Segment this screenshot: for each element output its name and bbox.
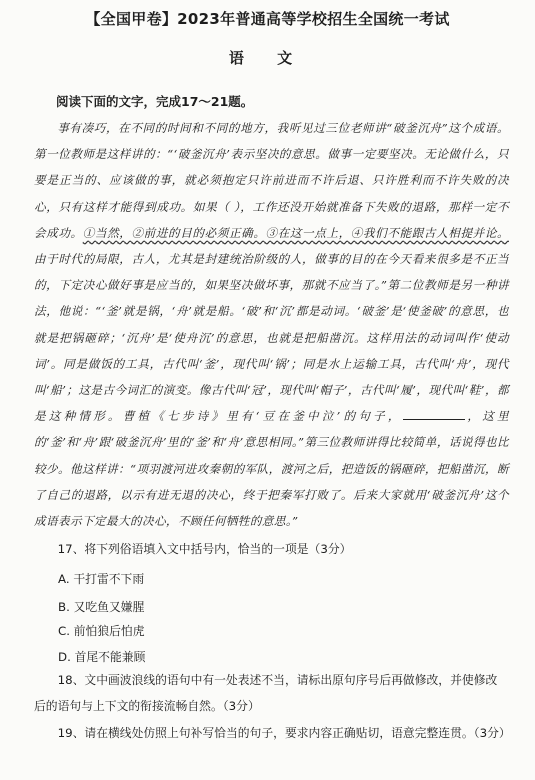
passage-segment-3: ，这里的‘釜’和‘舟’跟‘破釜沉舟’里的‘釜’和‘舟’意思相同。”第三位教师讲得比较简单，话说得也比较少。他这样讲：“项羽渡河进攻秦朝的军队，渡河之后，把造饭的锅砸碎，把船凿沉，断了自己的退路，以示有进无退的决心，终于把秦军打败了。后来大家就用‘破釜沉舟’这个成语表示下定最大的决心，不顾任何牺牲的意思。” bbox=[34, 409, 509, 529]
q17-option-a: A. 干打雷不下雨 bbox=[58, 572, 145, 586]
question-18: 18、文中画波浪线的语句中有一处表述不当，请标出原句序号后再做修改，并使修改后的语句与上下文的衔接流畅自然。（3分） bbox=[34, 673, 498, 713]
question-17: 17、将下列俗语填入文中括号内，恰当的一项是（3分） bbox=[57, 542, 352, 556]
q17-option-d: D. 首尾不能兼顾 bbox=[58, 650, 146, 664]
reading-instruction: 阅读下面的文字，完成17～21题。 bbox=[56, 94, 254, 109]
reading-passage bbox=[34, 115, 509, 534]
passage-paragraph bbox=[34, 115, 509, 534]
subject-heading: 语 文 bbox=[228, 49, 307, 67]
fill-in-blank bbox=[403, 407, 465, 420]
passage-segment-2: 由于时代的局限，古人，尤其是封建统治阶级的人，做事的目的在今天看来很多是不正当的，下定决心做好事是应当的，如果坚决做坏事，那就不应当了。”第二位教师是另一种讲法，他说：“‘釜’就是锅，‘舟’就是船。‘破’和‘沉’都是动词。‘破釜’是‘使釜破’的意思，也就是把锅砸碎；‘沉舟’是‘使舟沉’的意思，也就是把船凿沉。这样用法的动词叫作‘使动词’。同是做饭的工具，古代叫‘釜’，现代叫‘锅’；同是水上运输工具，古代叫‘舟’，现代叫‘船’；这是古今词汇的演变。像古代叫‘冠’，现代叫‘帽子’，古代叫‘履’，现代叫‘鞋’，都是这种情形。曹植《七步诗》里有‘豆在釜中泣’的句子， bbox=[34, 252, 509, 424]
passage-segment-1: 事有凑巧，在不同的时间和不同的地方，我听见过三位老师讲“破釜沉舟”这个成语。第一位教师是这样讲的：“‘破釜沉舟’表示坚决的意思。做事一定要坚决。无论做什么，只要是正当的、应该做的事，就必须抱定只许前进而不许后退、只许胜利而不许失败的决心，只有这样才能得到成功。如果（ ），工作还没开始就准备下失败的退路，那样一定不会成功。 bbox=[34, 121, 509, 240]
exam-title: 【全国甲卷】2023年普通高等学校招生全国统一考试 bbox=[85, 10, 450, 28]
q17-option-b: B. 又吃鱼又嫌腥 bbox=[58, 600, 145, 614]
q17-option-c: C. 前怕狼后怕虎 bbox=[58, 624, 145, 638]
wavy-underlined-sentence: ①当然，②前进的目的必须正确。③在这一点上，④我们不能跟古人相提并论。 bbox=[82, 225, 509, 240]
question-19: 19、请在横线处仿照上句补写恰当的句子，要求内容正确贴切，语意完整连贯。（3分） bbox=[57, 726, 511, 740]
